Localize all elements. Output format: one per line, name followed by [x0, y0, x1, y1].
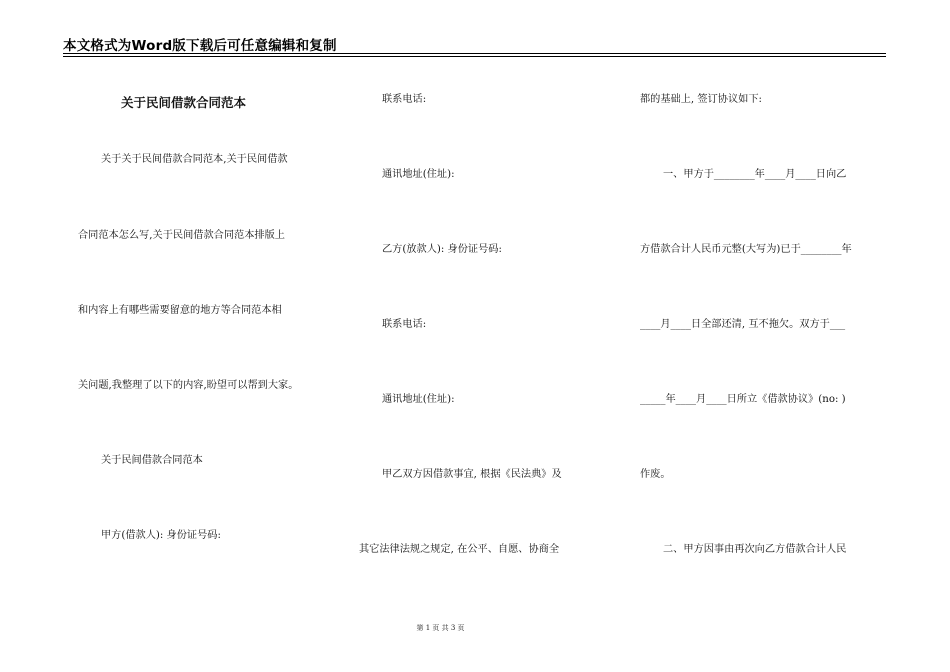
col1-line-6: 甲方(借款人): 身份证号码:: [101, 530, 221, 541]
col2-line-3: 乙方(放款人): 身份证号码:: [382, 244, 502, 255]
col2-line-6: 甲乙双方因借款事宜, 根据《民法典》及: [382, 469, 562, 480]
col1-line-4: 关问题,我整理了以下的内容,盼望可以帮到大家。: [78, 380, 299, 391]
col1-line-5: 关于民间借款合同范本: [101, 455, 203, 466]
col3-line-6: 作废。: [640, 469, 671, 480]
col3-line-4: ____月____日全部还清, 互不拖欠。双方于___: [640, 319, 846, 330]
col1-line-1: 关于关于民间借款合同范本,关于民间借款: [101, 154, 288, 165]
col3-line-3: 方借款合计人民币元整(大写为)已于________年: [640, 244, 852, 255]
col1-line-3: 和内容上有哪些需要留意的地方等合同范本相: [78, 305, 282, 316]
col1-line-2: 合同范本怎么写,关于民间借款合同范本排版上: [78, 230, 285, 241]
col2-line-1: 联系电话:: [382, 94, 427, 105]
col3-line-7: 二、甲方因事由再次向乙方借款合计人民: [663, 544, 847, 555]
header-rule-top: [63, 53, 886, 54]
col2-line-4: 联系电话:: [382, 319, 427, 330]
col3-line-2: 一、甲方于________年____月____日向乙: [663, 169, 847, 180]
col2-line-7: 其它法律法规之规定, 在公平、自愿、协商全: [359, 544, 560, 555]
document-title: 关于民间借款合同范本: [121, 95, 247, 110]
col2-line-2: 通讯地址(住址):: [382, 169, 455, 180]
col3-line-1: 都的基础上, 签订协议如下:: [640, 94, 762, 105]
document-header: 本文格式为Word版下载后可任意编辑和复制: [63, 38, 337, 54]
header-rule-bottom: [63, 56, 886, 57]
page-number: 第 1 页 共 3 页: [416, 624, 465, 632]
col3-line-5: _____年____月____日所立《借款协议》(no: ): [640, 394, 846, 405]
col2-line-5: 通讯地址(住址):: [382, 394, 455, 405]
